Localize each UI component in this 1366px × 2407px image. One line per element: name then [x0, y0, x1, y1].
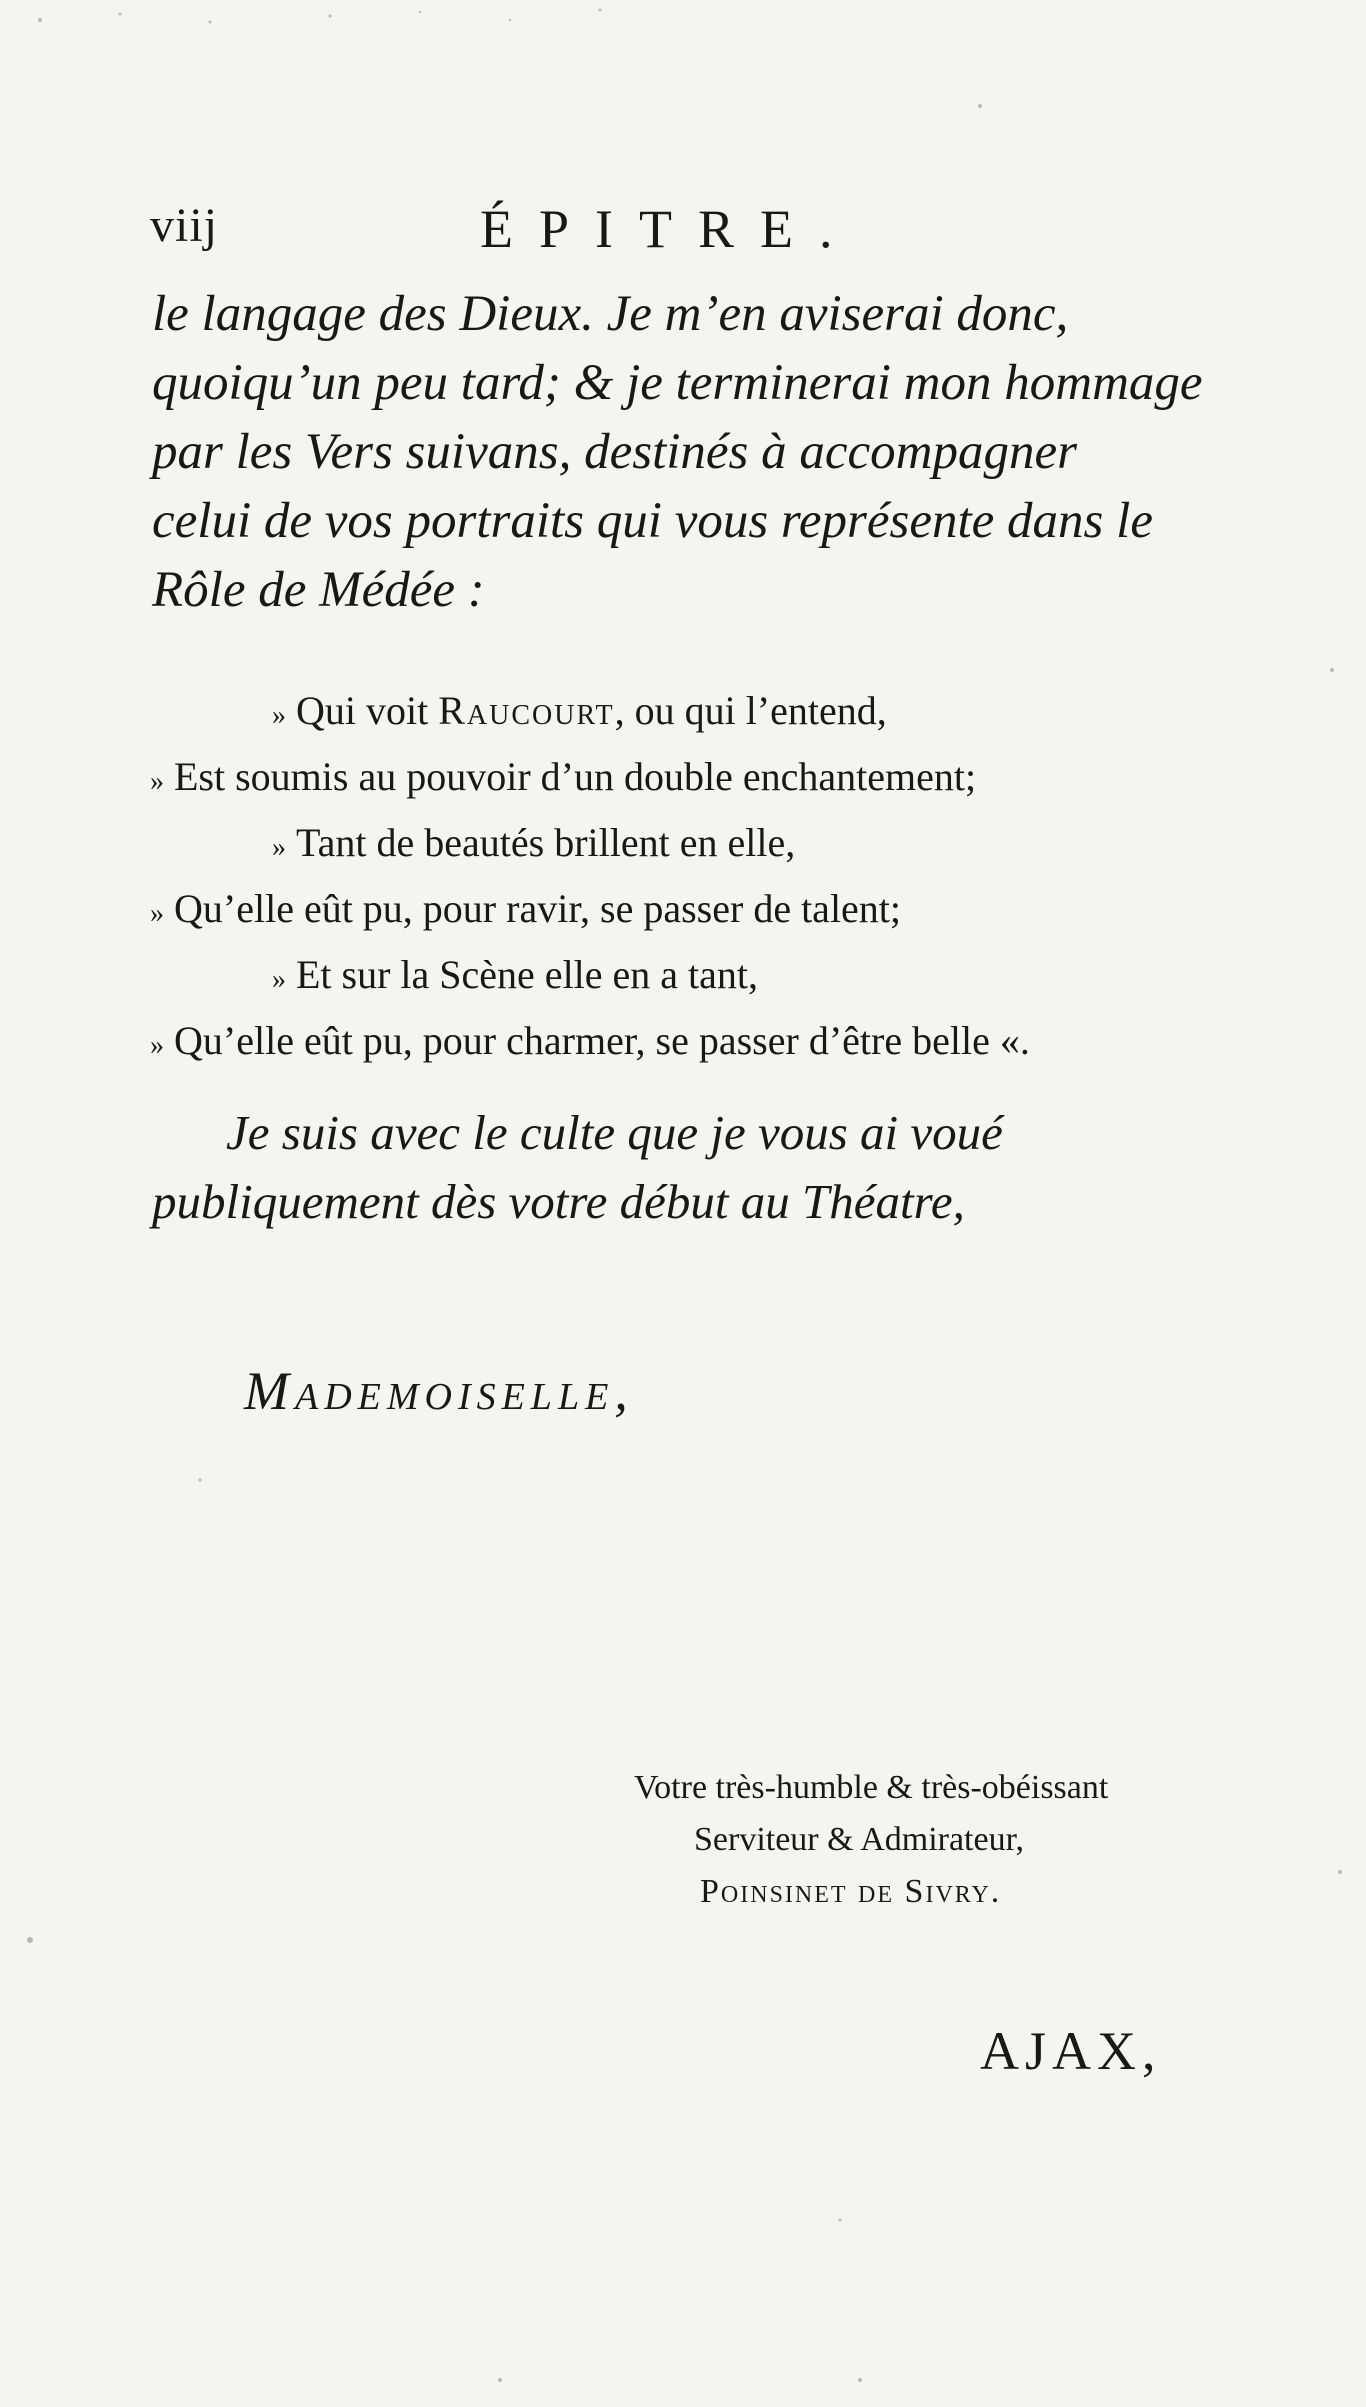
verse-block	[150, 680, 1210, 1076]
verse-text: , ou qui l’entend,	[614, 688, 887, 733]
verse-line	[150, 878, 1210, 944]
page-number: viij	[150, 199, 219, 252]
quote-mark: »	[150, 1030, 164, 1061]
prose-line: quoiqu’un peu tard; & je terminerai mon hommage	[152, 355, 1203, 411]
running-head	[150, 198, 1190, 258]
signature-author: Poinsinet de Sivry.	[700, 1873, 1002, 1910]
verse-line	[150, 1010, 1210, 1076]
verse-line	[150, 680, 1210, 746]
verse-text: Qui voit	[296, 688, 439, 733]
verse-line	[150, 944, 1210, 1010]
verse-text: Qu’elle eût pu, pour charmer, se passer d’être belle «.	[174, 1018, 1030, 1063]
quote-mark: »	[150, 766, 164, 797]
quote-mark: »	[272, 964, 286, 995]
closing-paragraph	[152, 1098, 1192, 1236]
prose-line: le langage des Dieux. Je m’en aviserai donc,	[152, 286, 1069, 342]
prose-line: celui de vos portraits qui vous représente dans le	[152, 493, 1153, 549]
quote-mark: »	[272, 832, 286, 863]
verse-text: Qu’elle eût pu, pour ravir, se passer de talent;	[174, 886, 902, 931]
prose-line: Rôle de Médée :	[152, 562, 485, 618]
signature-line: Serviteur & Admirateur,	[694, 1821, 1025, 1858]
quote-mark: »	[150, 898, 164, 929]
prose-paragraph	[152, 280, 1203, 625]
verse-name: Raucourt	[438, 688, 615, 733]
prose-line: par les Vers suivans, destinés à accompagner	[152, 424, 1077, 480]
signature-block	[634, 1762, 1234, 1918]
quote-mark: »	[272, 700, 286, 731]
signature-line: Votre très-humble & très-obéissant	[634, 1769, 1109, 1806]
verse-line	[150, 746, 1210, 812]
verse-text: Et sur la Scène elle en a tant,	[296, 952, 759, 997]
verse-text: Tant de beautés brillent en elle,	[296, 820, 796, 865]
verse-line	[150, 812, 1210, 878]
verse-text: Est soumis au pouvoir d’un double enchantement;	[174, 754, 977, 799]
catchword: AJAX,	[980, 2021, 1162, 2081]
salutation: Mademoiselle,	[244, 1361, 634, 1421]
closing-line: publiquement dès votre début au Théatre,	[152, 1174, 965, 1229]
closing-line: Je suis avec le culte que je vous ai voué	[226, 1105, 1003, 1160]
page-title: ÉPITRE.	[480, 199, 859, 259]
